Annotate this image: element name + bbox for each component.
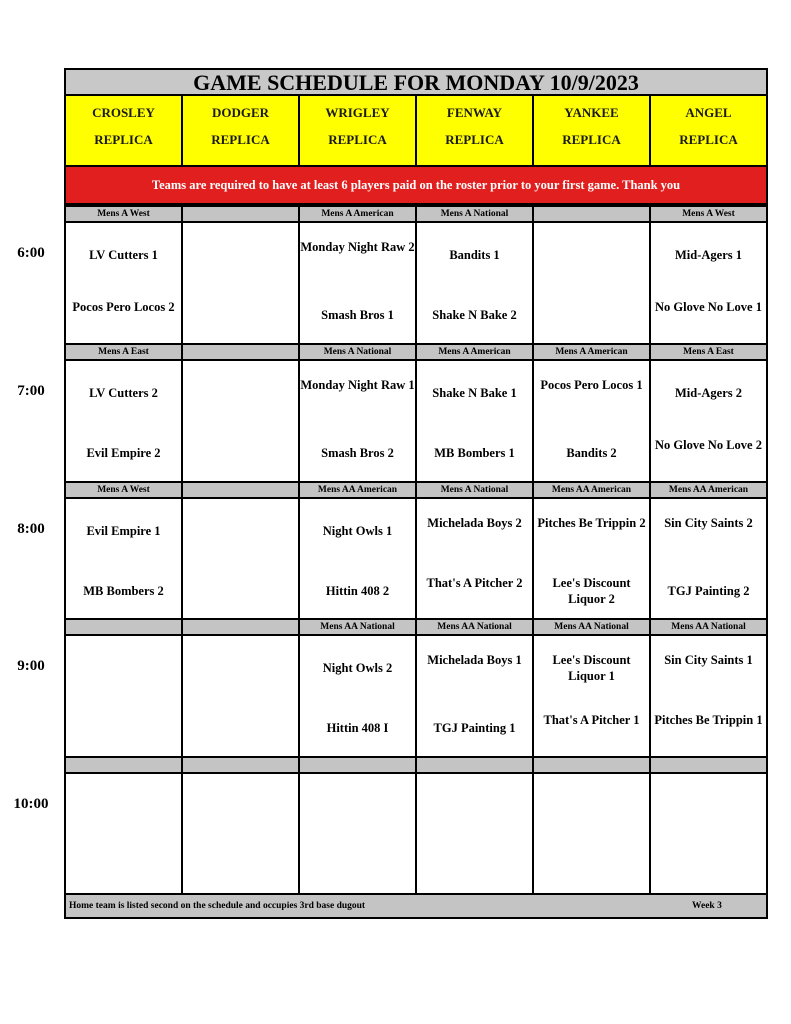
league-label: Mens AA American [534,481,651,499]
league-label [183,481,300,499]
league-label: Mens A National [417,205,534,223]
home-team: Pitches Be Trippin 1 [654,713,763,727]
game-cell [651,223,766,343]
field-subtitle: REPLICA [679,132,738,147]
league-label [534,205,651,223]
game-cell [300,499,417,618]
away-team: Mid-Agers 1 [675,248,742,262]
field-name: FENWAY [446,105,503,120]
game-cell [300,774,417,893]
home-team: Smash Bros 2 [321,446,394,460]
field-header-wrigley [300,96,417,165]
game-cell [300,636,417,756]
league-label: Mens A East [66,343,183,361]
league-label: Mens A East [651,343,766,361]
field-name: DODGER [211,105,270,120]
time-label: 7:00 [17,383,45,399]
game-cell [300,361,417,481]
home-team: TGJ Painting 2 [667,584,750,598]
home-team: MB Bombers 2 [83,584,164,598]
game-cell [417,361,534,481]
game-cell [651,361,766,481]
field-subtitle: REPLICA [211,132,270,147]
league-label: Mens A West [66,481,183,499]
away-team: Michelada Boys 1 [427,653,522,667]
league-label [534,756,651,774]
game-cell [651,636,766,756]
away-team: Bandits 1 [449,248,500,262]
home-team-note: Home team is listed second on the schedule and occupies 3rd base dugout [69,901,366,911]
game-cell [417,499,534,618]
away-team: Night Owls 1 [322,524,393,538]
field-subtitle: REPLICA [445,132,504,147]
league-label: Mens A West [651,205,766,223]
field-subtitle: REPLICA [94,132,153,147]
home-team: MB Bombers 1 [434,446,515,460]
game-cell [66,636,183,756]
field-name: YANKEE [564,105,619,120]
game-cell [183,774,300,893]
game-cell [534,499,651,618]
away-team: Pitches Be Trippin 2 [537,516,646,530]
away-team: Mid-Agers 2 [675,386,742,400]
away-team: Sin City Saints 2 [664,516,753,530]
game-cell [417,774,534,893]
league-label: Mens A National [417,481,534,499]
away-team: LV Cutters 2 [89,386,158,400]
time-label: 10:00 [13,796,49,812]
week-label: Week 3 [692,901,722,911]
league-label: Mens A West [66,205,183,223]
league-label: Mens A American [534,343,651,361]
home-team: Shake N Bake 2 [432,308,517,322]
home-team: No Glove No Love 1 [655,300,762,314]
away-team: Monday Night Raw 1 [300,378,415,392]
game-cell [534,361,651,481]
home-team: Hittin 408 2 [325,584,390,598]
game-cell [417,223,534,343]
league-label [183,343,300,361]
away-team: Shake N Bake 1 [432,386,517,400]
home-team: No Glove No Love 2 [655,438,762,452]
field-header-yankee [534,96,651,165]
league-label [651,756,766,774]
field-header-dodger [183,96,300,165]
home-team: Pocos Pero Locos 2 [72,300,175,314]
game-cell [534,774,651,893]
home-team: Smash Bros 1 [321,308,394,322]
away-team: Sin City Saints 1 [664,653,753,667]
game-cell [183,636,300,756]
game-cell [300,223,417,343]
field-name: WRIGLEY [325,105,390,120]
field-name: ANGEL [685,105,732,120]
game-cell [534,223,651,343]
league-label [183,756,300,774]
game-cell [66,223,183,343]
game-cell [534,636,651,756]
game-cell [417,636,534,756]
league-label: Mens AA National [417,618,534,636]
league-label [300,756,417,774]
home-team: Hittin 408 I [326,721,389,735]
league-label: Mens A National [300,343,417,361]
time-label: 6:00 [17,245,45,261]
league-label [66,756,183,774]
page-title: GAME SCHEDULE FOR MONDAY 10/9/2023 [66,70,766,96]
game-cell [183,361,300,481]
league-label [183,618,300,636]
league-label: Mens A American [417,343,534,361]
game-cell [66,499,183,618]
field-header-crosley [66,96,183,165]
league-label: Mens AA American [300,481,417,499]
league-label [66,618,183,636]
away-team: Michelada Boys 2 [427,516,522,530]
field-name: CROSLEY [92,105,155,120]
home-team: TGJ Painting 1 [433,721,516,735]
game-cell [183,223,300,343]
field-header-angel [651,96,766,165]
league-label: Mens AA National [651,618,766,636]
roster-notice: Teams are required to have at least 6 players paid on the roster prior to your first game. Thank you [66,165,766,205]
game-cell [183,499,300,618]
league-label: Mens AA National [534,618,651,636]
field-subtitle: REPLICA [328,132,387,147]
away-team: Pocos Pero Locos 1 [540,378,643,392]
footer [66,893,766,917]
game-cell [66,361,183,481]
home-team: That's A Pitcher 1 [543,713,640,727]
league-label: Mens AA American [651,481,766,499]
home-team: Lee's Discount Liquor 2 [552,576,631,606]
home-team: Evil Empire 2 [86,446,161,460]
field-header-fenway [417,96,534,165]
game-cell [651,499,766,618]
league-label: Mens AA National [300,618,417,636]
league-label [417,756,534,774]
away-team: Lee's Discount Liquor 1 [552,653,631,683]
home-team: That's A Pitcher 2 [426,576,523,590]
field-subtitle: REPLICA [562,132,621,147]
game-cell [66,774,183,893]
time-label: 9:00 [17,658,45,674]
away-team: Night Owls 2 [322,661,393,675]
away-team: Evil Empire 1 [86,524,161,538]
home-team: Bandits 2 [566,446,617,460]
time-label: 8:00 [17,521,45,537]
game-cell [651,774,766,893]
away-team: Monday Night Raw 2 [300,240,415,254]
league-label [183,205,300,223]
league-label: Mens A American [300,205,417,223]
away-team: LV Cutters 1 [89,248,158,262]
